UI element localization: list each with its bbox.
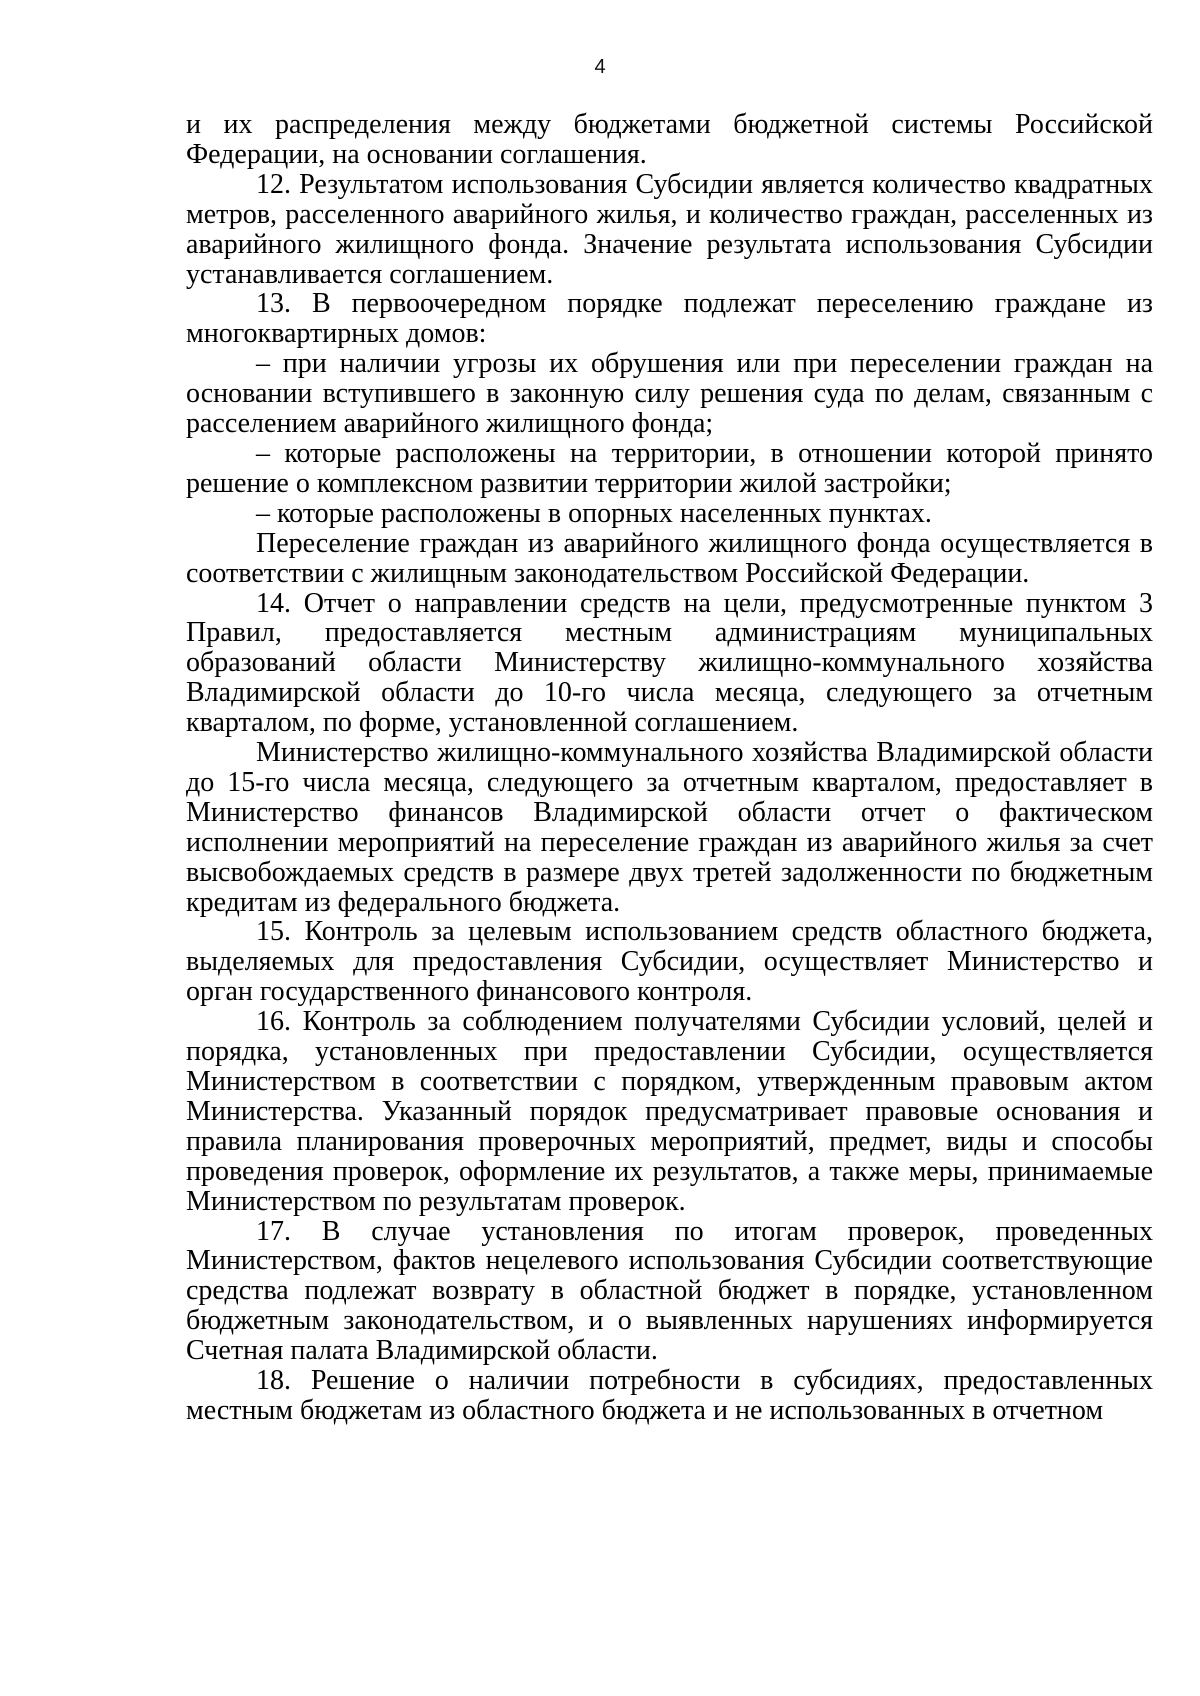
paragraph-15: 15. Контроль за целевым использованием средств областного бюджета, выделяемых для предоставления Субсидии, осуществляет Министерство и орган государственного финансового контроля. <box>186 916 1153 1008</box>
paragraph-18: 18. Решение о наличии потребности в субсидиях, предоставленных местным бюджетам из областного бюджета и не использованных в отчетном <box>186 1365 1153 1426</box>
paragraph-13-note: Переселение граждан из аварийного жилищного фонда осуществляется в соответствии с жилищным законодательством Российской Федерации. <box>186 527 1153 589</box>
paragraph-17: 17. В случае установления по итогам проверок, проведенных Министерством, фактов нецелевого использования Субсидии соответствующие средства подлежат возврату в областной бюджет в порядке, установленном бюджетным законодательством, и о выявленных нарушениях информируется Счетная палата Владимирской области. <box>186 1215 1153 1367</box>
paragraph-12: 12. Результатом использования Субсидии является количество квадратных метров, расселенного аварийного жилья, и количество граждан, расселенных из аварийного жилищного фонда. Значение результата использования Субсидии устанавливается соглашением. <box>186 168 1153 290</box>
paragraph-14: 14. Отчет о направлении средств на цели, предусмотренные пунктом 3 Правил, предоставляется местным администрациям муниципальных образований области Министерству жилищно-коммунального хозяйства Владимирской области до 10-го числа месяца, следующего за отчетным кварталом, по форме, установленной соглашением. <box>186 587 1153 739</box>
paragraph-13: 13. В первоочередном порядке подлежат переселению граждане из многоквартирных домов: <box>186 288 1153 350</box>
paragraph-13-item-2: – которые расположены на территории, в отношении которой принято решение о комплексном развитии территории жилой застройки; <box>186 437 1153 499</box>
paragraph-13-item-1: – при наличии угрозы их обрушения или при переселении граждан на основании вступившего в законную силу решения суда по делам, связанным с расселением аварийного жилищного фонда; <box>186 348 1153 440</box>
page-number: 4 <box>594 56 606 78</box>
paragraph-14-cont: Министерство жилищно-коммунального хозяйства Владимирской области до 15-го числа месяца, следующего за отчетным кварталом, предоставляет в Министерство финансов Владимирской области отчет о фактическом исполнении мероприятий на переселение граждан из аварийного жилья за счет высвобождаемых средств в размере двух третей задолженности по бюджетным кредитам из федерального бюджета. <box>186 737 1153 918</box>
document-body <box>186 110 1153 1426</box>
paragraph-continuation: и их распределения между бюджетами бюджетной системы Российской Федерации, на основании соглашения. <box>186 109 1153 170</box>
paragraph-13-item-3: – которые расположены в опорных населенных пунктах. <box>256 497 932 529</box>
paragraph-16: 16. Контроль за соблюдением получателями Субсидии условий, целей и порядка, установленных при предоставлении Субсидии, осуществляется Министерством в соответствии с порядком, утвержденным правовым актом Министерства. Указанный порядок предусматривает правовые основания и правила планирования проверочных мероприятий, предмет, виды и способы проведения проверок, оформление их результатов, а также меры, принимаемые Министерством по результатам проверок. <box>186 1006 1153 1217</box>
